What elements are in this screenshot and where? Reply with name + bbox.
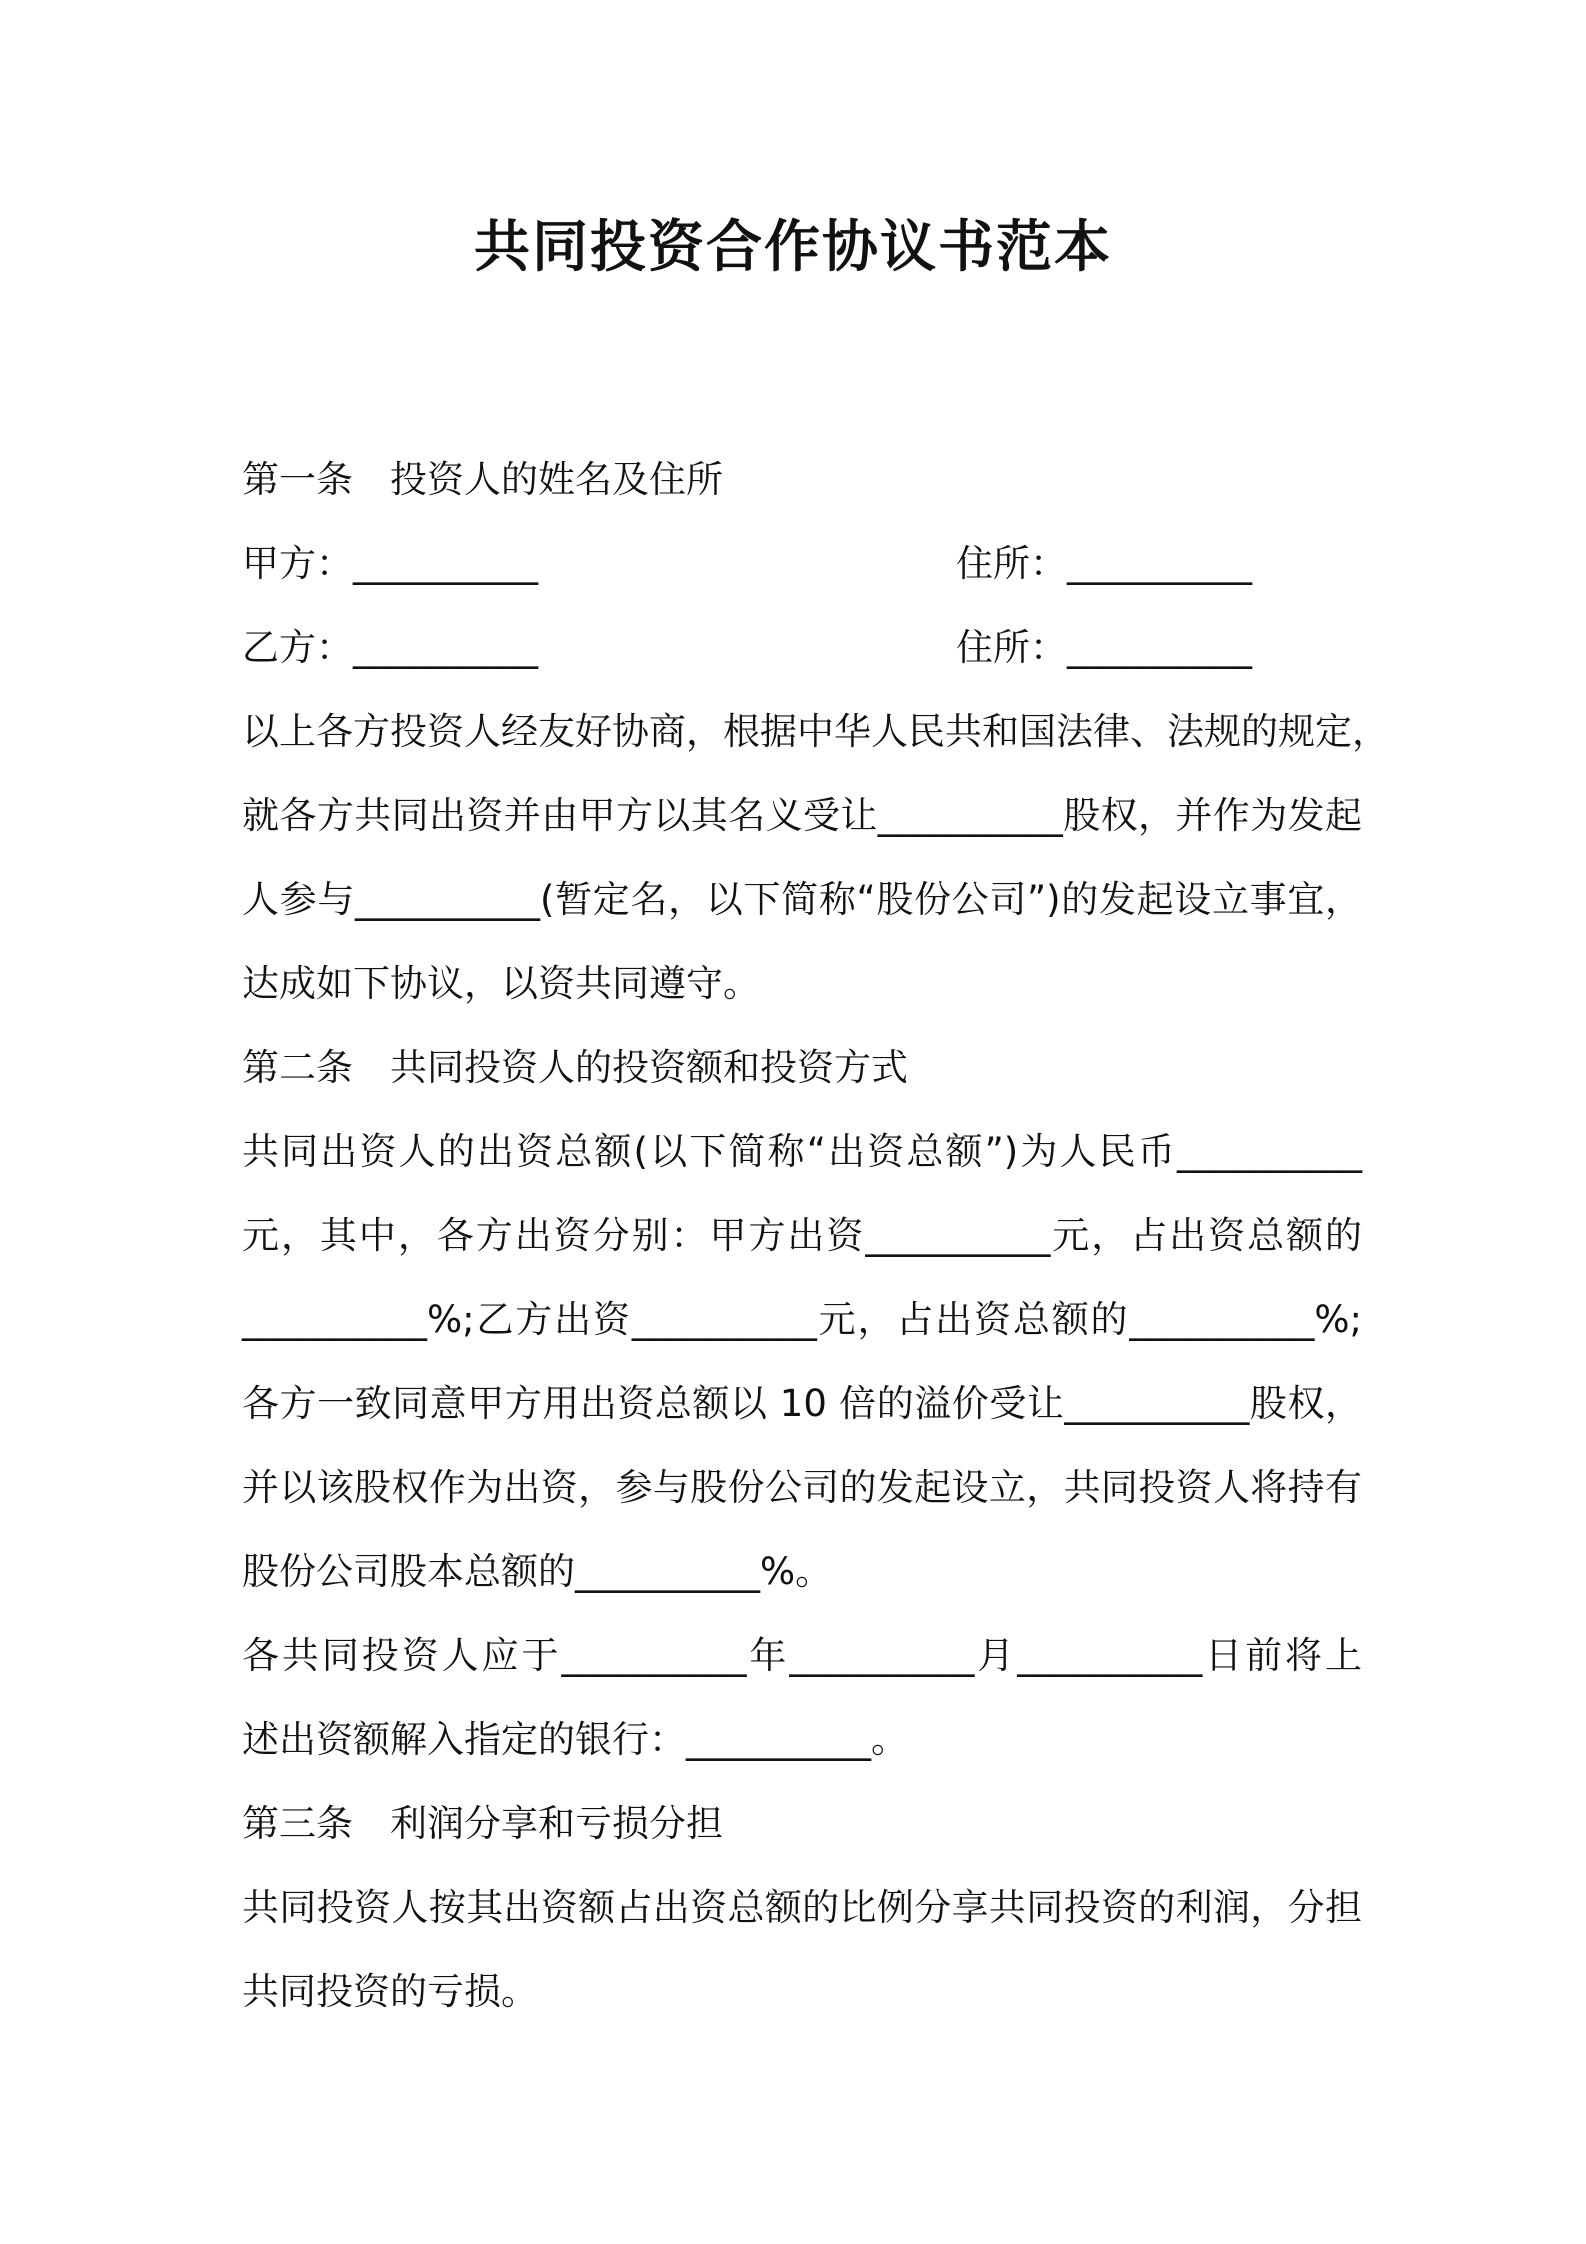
paragraph-line: 并以该股权作为出资，参与股份公司的发起设立，共同投资人将持有 (242, 1466, 1362, 1509)
paragraph-line: 元，其中，各方出资分别：甲方出资__________元，占出资总额的 (242, 1214, 1362, 1257)
article-3-heading: 第三条 利润分享和亏损分担 (242, 1802, 723, 1845)
paragraph-line: __________%;乙方出资__________元，占出资总额的__________%; (242, 1298, 1362, 1341)
party-b-name-field: 乙方：__________ (242, 626, 538, 669)
paragraph-line: 以上各方投资人经友好协商，根据中华人民共和国法律、法规的规定， (242, 710, 1389, 753)
paragraph-line: 就各方共同出资并由甲方以其名义受让__________股权，并作为发起 (242, 794, 1362, 837)
paragraph-line: 述出资额解入指定的银行：__________。 (242, 1718, 908, 1761)
paragraph-line: 各共同投资人应于__________年__________月__________日前将上 (242, 1634, 1362, 1677)
paragraph-line: 共同投资的亏损。 (242, 1970, 538, 2013)
paragraph-line: 股份公司股本总额的__________%。 (242, 1550, 833, 1593)
paragraph-line: 人参与__________(暂定名，以下简称“股份公司”)的发起设立事宜， (242, 878, 1362, 921)
article-2-heading: 第二条 共同投资人的投资额和投资方式 (242, 1046, 908, 1089)
party-a-name-field: 甲方：__________ (242, 542, 538, 585)
party-a-address-field: 住所：__________ (956, 542, 1252, 585)
document-title: 共同投资合作协议书范本 (474, 215, 1112, 280)
party-b-address-field: 住所：__________ (956, 626, 1252, 669)
article-1-heading: 第一条 投资人的姓名及住所 (242, 458, 723, 501)
paragraph-line: 达成如下协议，以资共同遵守。 (242, 962, 760, 1005)
paragraph-line: 共同出资人的出资总额(以下简称“出资总额”)为人民币__________ (242, 1130, 1362, 1173)
paragraph-line: 共同投资人按其出资额占出资总额的比例分享共同投资的利润，分担 (242, 1886, 1362, 1929)
paragraph-line: 各方一致同意甲方用出资总额以 10 倍的溢价受让__________股权， (242, 1382, 1362, 1425)
